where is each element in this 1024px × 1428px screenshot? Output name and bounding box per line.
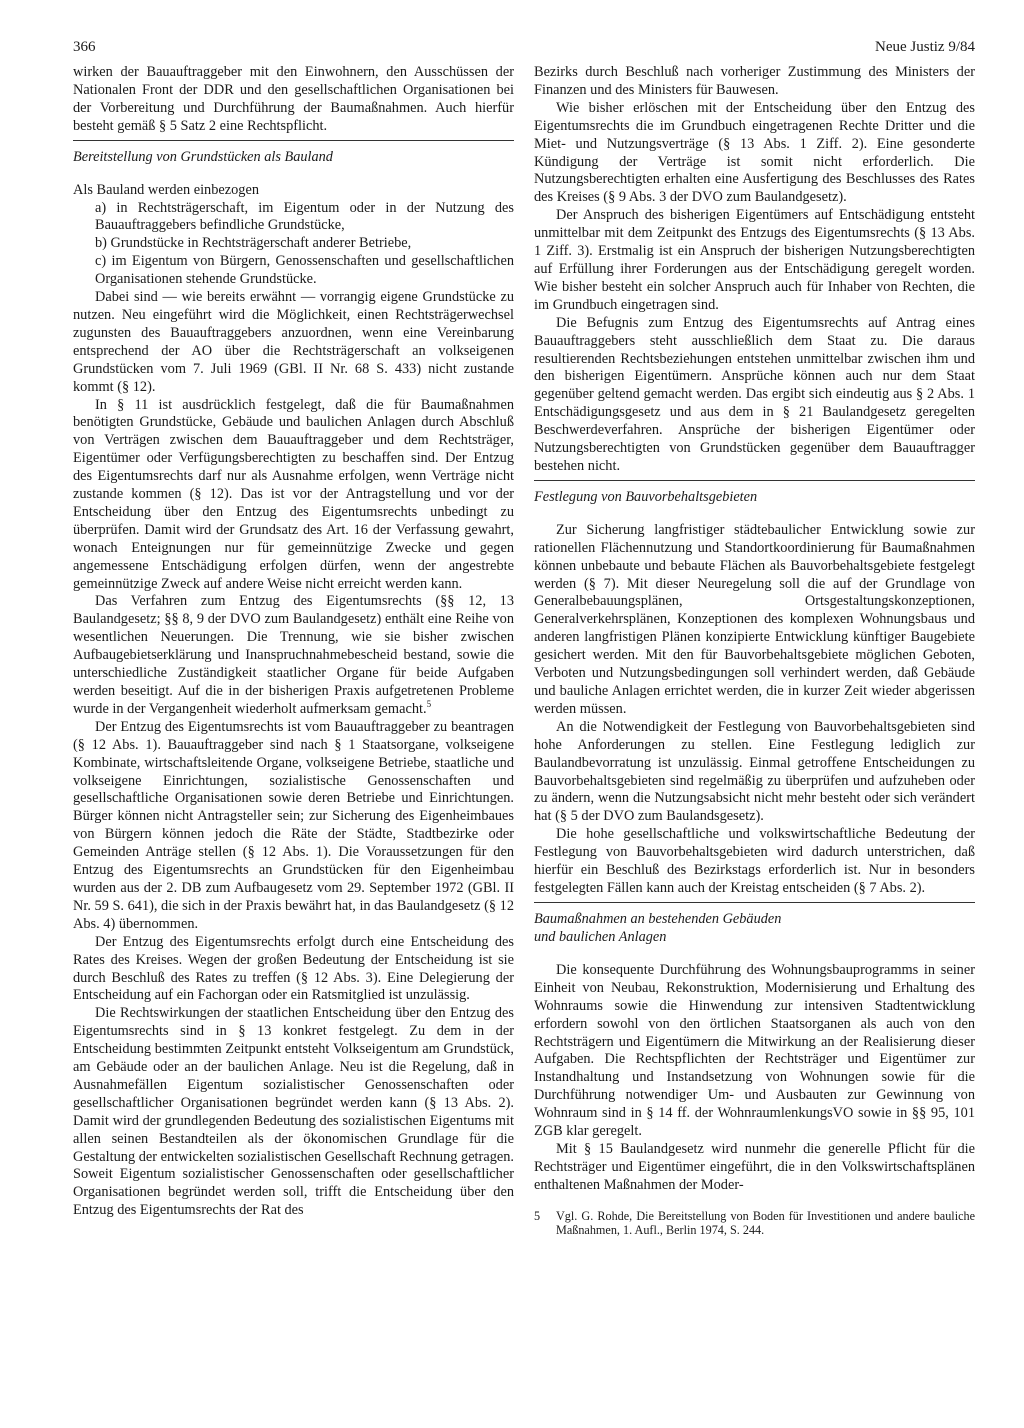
section-divider xyxy=(73,140,514,141)
page-header xyxy=(73,32,975,58)
section-divider xyxy=(534,902,975,903)
left-column xyxy=(73,64,514,1220)
right-column xyxy=(534,64,975,1237)
paragraph: Die Rechtswirkungen der staatlichen Entscheidung über den Entzug des Eigentumsrechts sind in § 13 konkret festgelegt. Zu dem in der Entscheidung bestimmten Zeitpunkt entsteht Volkseigentum am Grundstück, am Gebäude oder an der baulichen Anlage. Neu ist die Regelung, daß in Ausnahmefällen Eigentum sozialistischer Genossenschaften oder gesellschaftlicher Organisationen begründet werden kann (§ 13 Abs. 2). Damit wird der grundlegenden Bedeutung des sozialistischen Eigentums mit allen seinen Bestandteilen als der ökonomischen Grundlage für die Gestaltung der entwickelten sozialistischen Gesellschaft Rechnung getragen. Soweit Eigentum sozialistischer Genossenschaften oder gesellschaftlicher Organisationen begründet werden soll, trifft die Entscheidung über den Entzug des Eigentumsrechts der Rat des xyxy=(73,1005,514,1219)
footnote-number: 5 xyxy=(534,1208,541,1223)
list-item: a) in Rechtsträgerschaft, im Eigentum oder in der Nutzung des Bauauftraggebers befindliche Grundstücke, xyxy=(95,199,514,234)
footnote-text: Vgl. G. Rohde, Die Bereitstellung von Boden für Investitionen und andere bauliche Maßnahmen, 1. Aufl., Berlin 1974, S. 244. xyxy=(556,1208,975,1237)
list-item: b) Grundstücke in Rechtsträgerschaft anderer Betriebe, xyxy=(95,235,412,252)
paragraph: Als Bauland werden einbezogen xyxy=(73,181,260,198)
journal-issue: Neue Justiz 9/84 xyxy=(875,39,975,55)
footnote xyxy=(534,1209,975,1237)
paragraph: Dabei sind — wie bereits erwähnt — vorrangig eigene Grundstücke zu nutzen. Neu eingeführt wird die Möglichkeit, einen Rechtsträgerwechsel zugunsten des Bauauftraggebers anzuordnen, wenn eine Vereinbarung entsprechend der AO über die Rechtsträgerschaft an volkseigenen Grundstücken vom 7. Juli 1969 (GBl. II Nr. 68 S. 433) nicht zustande kommt (§ 12). xyxy=(73,289,514,395)
paragraph: In § 11 ist ausdrücklich festgelegt, daß die für Baumaßnahmen benötigten Grundstücke, Gebäude und baulichen Anlagen durch Abschluß von Verträgen zwischen dem Bauauftraggeber und dem Rechtsträger, Eigentümer oder Verfügungsberechtigten zu beschaffen sind. Der Entzug des Eigentumsrechts darf nur als Ausnahme erfolgen, wenn Verträge nicht zustande kommen (§ 12). Das ist vor der Antragstellung und vor der Entscheidung über den Entzug des Eigentumsrechts unbedingt zu überprüfen. Damit wird der Grundsatz des Art. 16 der Verfassung gewahrt, wonach Enteignungen nur für gemeinnützige Zwecke und gegen angemessene Entschädigung erfolgen dürfen, wenn der angestrebte gemeinnützige Zweck auf andere Weise nicht erreicht werden kann. xyxy=(73,396,514,592)
section-divider xyxy=(534,480,975,481)
section-heading: Festlegung von Bauvorbehaltsgebieten xyxy=(534,488,758,505)
paragraph: Die hohe gesellschaftliche und volkswirtschaftliche Bedeutung der Festlegung von Bauvorbehaltsgebieten wird dadurch unterstrichen, daß hierfür ein Beschluß des Bezirkstags erforderlich ist. Nur in besonders festgelegten Fällen kann auch der Kreistag entscheiden (§ 7 Abs. 2). xyxy=(534,826,975,896)
footnote-reference: 5 xyxy=(426,699,432,710)
paragraph: Der Entzug des Eigentumsrechts ist vom Bauauftraggeber zu beantragen (§ 12 Abs. 1). Bauauftraggeber sind nach § 1 Staatsorgane, volkseigene Kombinate, wirtschaftsleitende Organe, volkseigene Betriebe, staatliche und volkseigene Einrichtungen, sozialistische Genossenschaften und gesellschaftliche Organisationen sowie deren Betriebe und Einrichtungen. Bürger können nicht Antragsteller sein; zur Sicherung des Eigenheimbaues von Bürgern können jedoch die Räte der Städte, Stadtbezirke oder Gemeinden Anträge stellen (§ 12 Abs. 1). Die Voraussetzungen für den Entzug des Eigentumsrechts an Grundstücken für den Eigenheimbau wurden aus der 2. DB zum Aufbaugesetz vom 29. September 1972 (GBl. II Nr. 59 S. 641), die sich in der Praxis bewährt hat, in das Baulandgesetz (§ 12 Abs. 4) übernommen. xyxy=(73,718,514,932)
paragraph: Mit § 15 Baulandgesetz wird nunmehr die generelle Pflicht für die Rechtsträger und Eigentümer eingeführt, die in den Volkswirtschaftsplänen enthaltenen Maßnahmen der Moder- xyxy=(534,1140,975,1193)
section-heading-line: Baumaßnahmen an bestehenden Gebäuden xyxy=(534,910,782,927)
paragraph: Der Anspruch des bisherigen Eigentümers auf Entschädigung entsteht unmittelbar mit dem Zeitpunkt des Entzugs des Eigentumsrechts (§ 13 Abs. 1 Ziff. 3). Erstmalig ist ein Anspruch der bisherigen Nutzungsberechtigten auf Erfüllung ihrer Forderungen aus der Entschädigung geregelt worden. Wie bisher besteht ein solcher Anspruch auch für Inhaber von Rechten, die im Grundbuch eingetragen sind. xyxy=(534,207,975,313)
section-heading-line: und baulichen Anlagen xyxy=(534,928,667,945)
paragraph: Zur Sicherung langfristiger städtebaulicher Entwicklung sowie zur rationellen Flächennutzung und Standortkoordinierung für Baumaßnahmen können unbebaute und bebaute Flächen als Bauvorbehaltsgebiete festgelegt werden (§ 7). Mit dieser Neuregelung soll die auf der Grundlage von Generalbebauungsplänen, Ortsgestaltungskonzeptionen, Generalverkehrsplänen, Konzeptionen des komplexen Wohnungsbaus und anderen langfristigen Plänen konzipierte Entwicklung künftiger Baugebiete gesichert werden. Mit den für Bauvorbehaltsgebiete möglichen Geboten, Verboten und Nutzungsbedingungen soll verhindert werden, daß Gebäude und bauliche Anlagen errichtet werden, die in kurzer Zeit wieder abgerissen werden müssen. xyxy=(534,521,975,717)
section-heading xyxy=(534,910,975,946)
list-item: c) im Eigentum von Bürgern, Genossenschaften und gesellschaftlichen Organisationen stehende Grundstücke. xyxy=(95,253,514,288)
paragraph: An die Notwendigkeit der Festlegung von Bauvorbehaltsgebieten sind hohe Anforderungen zu stellen. Eine Festlegung lediglich zur Baulandbevorratung ist unzulässig. Einmal getroffene Entscheidungen zu Bauvorbehaltsgebieten sind regelmäßig zu überprüfen und aufzuheben oder zu ändern, wenn die Nutzungsabsicht nicht mehr besteht oder sich verändert hat (§ 5 der DVO zum Baulandsgesetz). xyxy=(534,718,975,825)
section-heading: Bereitstellung von Grundstücken als Bauland xyxy=(73,148,333,165)
paragraph: wirken der Bauauftraggeber mit den Einwohnern, den Ausschüssen der Nationalen Front der DDR und den gesellschaftlichen Organisationen bei der Vorbereitung und Durchführung der Baumaßnahmen. Auch hierfür besteht gemäß § 5 Satz 2 eine Rechtspflicht. xyxy=(73,64,514,134)
paragraph: Die Befugnis zum Entzug des Eigentumsrechts auf Antrag eines Bauauftraggebers steht ausschließlich dem Staat zu. Die daraus resultierenden Rechtsbeziehungen entstehen unmittelbar zwischen ihm und den bisherigen Eigentümern. Ansprüche können auch nur dem Staat gegenüber geltend gemacht werden. Das ergibt sich eindeutig aus § 2 Abs. 1 Entschädigungsgesetz und aus dem in § 21 Baulandgesetz geregelten Beschwerdeverfahren. Ansprüche der bisherigen Eigentümer oder Nutzungsberechtigten von Grundstücken gegenüber dem Bauauftragger bestehen nicht. xyxy=(534,314,975,474)
page-number: 366 xyxy=(73,39,96,55)
paragraph: Wie bisher erlöschen mit der Entscheidung über den Entzug des Eigentumsrechts die im Grundbuch eingetragenen Rechte Dritter und die Miet- und Nutzungsverträge (§ 13 Abs. 1 Ziff. 2). Eine gesonderte Kündigung der Verträge ist somit nicht erforderlich. Die Nutzungsberechtigten erhalten eine Ausfertigung des Beschlusses des Rates des Kreises (§ 9 Abs. 3 der DVO zum Baulandgesetz). xyxy=(534,99,975,206)
paragraph: Bezirks durch Beschluß nach vorheriger Zustimmung des Ministers der Finanzen und des Ministers für Bauwesen. xyxy=(534,64,975,98)
paragraph xyxy=(73,593,514,718)
paragraph: Der Entzug des Eigentumsrechts erfolgt durch eine Entscheidung des Rates des Kreises. Wegen der großen Bedeutung der Entscheidung ist sie durch Beschluß des Rates zu treffen (§ 12 Abs. 3). Eine Delegierung der Entscheidung auf ein Fachorgan oder ein Ratsmitglied ist unzulässig. xyxy=(73,933,514,1004)
paragraph-text: Das Verfahren zum Entzug des Eigentumsrechts (§§ 12, 13 Baulandgesetz; §§ 8, 9 der DVO zum Baulandgesetz) enthält eine Reihe von wesentlichen Neuerungen. Die Trennung, wie sie bisher zwischen Aufbaugebietserklärung und Inanspruchnahmebescheid bestand, sowie die unterschiedliche Zuständigkeit staatlicher Organe für beide Aufgaben werden beseitigt. Auf die in der bisherigen Praxis aufgetretenen Probleme wurde in der Vergangenheit wiederholt aufmerksam gemacht. xyxy=(73,593,514,717)
paragraph: Die konsequente Durchführung des Wohnungsbauprogramms in seiner Einheit von Neubau, Rekonstruktion, Modernisierung und Erhaltung des Wohnraums sowie die Hinwendung zur intensiven Stadtentwicklung erfordern sowohl von den örtlichen Staatsorganen als auch von den Rechtsträgern und Eigentümern die Mitwirkung an der Realisierung dieser Aufgaben. Die Rechtspflichten der Rechtsträger und Eigentümer zur Instandhaltung und Instandsetzung von Wohnungen sowie für die Durchführung notwendiger Um- und Ausbauten zur Gewinnung von Wohnraum sind in § 14 ff. der WohnraumlenkungsVO sowie in §§ 95, 101 ZGB klar geregelt. xyxy=(534,961,975,1140)
